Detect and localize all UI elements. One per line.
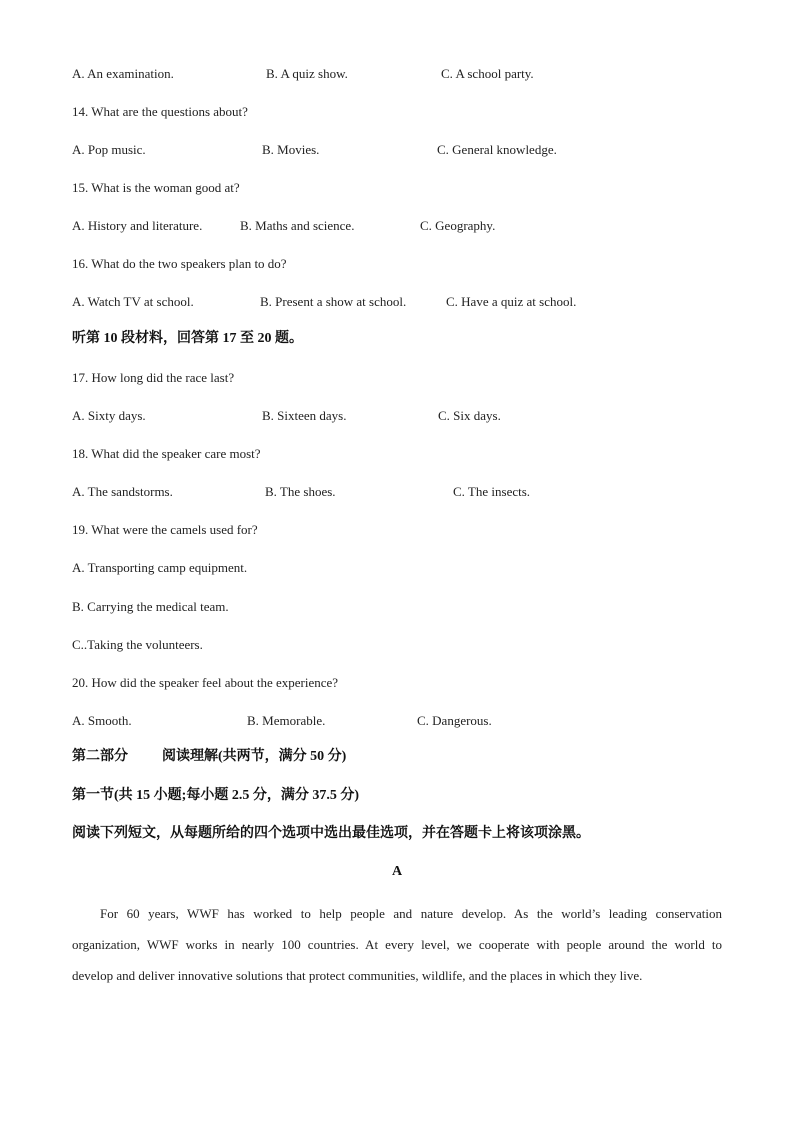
q20-option-a: A. Smooth. [72,713,132,728]
q14-option-c: C. General knowledge. [437,142,557,157]
q19-option-c: C..Taking the volunteers. [72,637,203,652]
passage-line-2: organization, WWF works in nearly 100 countries. At every level, we cooperate with people around the world to [72,937,722,952]
q18-question: 18. What did the speaker care most? [72,446,261,461]
q19-option-b: B. Carrying the medical team. [72,599,229,614]
q13-option-a: A. An examination. [72,66,174,81]
q19-question: 19. What were the camels used for? [72,522,258,537]
q16-option-a: A. Watch TV at school. [72,294,194,309]
q17-option-b: B. Sixteen days. [262,408,347,423]
section10-heading: 听第 10 段材料，回答第 17 至 20 题。 [72,331,303,346]
passage-line-1: For 60 years, WWF has worked to help people and nature develop. As the world’s leading conservation [100,906,722,921]
q14-option-a: A. Pop music. [72,142,146,157]
passage-letter: A [391,864,403,879]
part2-heading [72,749,346,765]
q18-option-b: B. The shoes. [265,484,336,499]
q14-question: 14. What are the questions about? [72,104,248,119]
passage-line-3: develop and deliver innovative solutions that protect communities, wildlife, and the places in which they live. [72,968,643,983]
q13-option-b: B. A quiz show. [266,66,348,81]
q16-option-c: C. Have a quiz at school. [446,294,577,309]
q20-question: 20. How did the speaker feel about the experience? [72,675,339,690]
q19-option-a: A. Transporting camp equipment. [72,560,248,575]
q16-option-b: B. Present a show at school. [260,294,407,309]
q15-option-b: B. Maths and science. [240,218,355,233]
q15-question: 15. What is the woman good at? [72,180,240,195]
q17-option-c: C. Six days. [438,408,501,423]
section1-heading: 第一节(共 15 小题;每小题 2.5 分，满分 37.5 分) [72,788,359,803]
q15-option-a: A. History and literature. [72,218,203,233]
q14-option-b: B. Movies. [262,142,320,157]
q16-question: 16. What do the two speakers plan to do? [72,256,287,271]
reading-instruction: 阅读下列短文，从每题所给的四个选项中选出最佳选项，并在答题卡上将该项涂黑。 [72,826,590,841]
part2-title: 阅读理解(共两节，满分 50 分) [162,749,347,764]
q15-option-c: C. Geography. [420,218,496,233]
passage-a [72,898,722,991]
q18-option-c: C. The insects. [453,484,531,499]
part2-label: 第二部分 [72,749,128,764]
q20-option-b: B. Memorable. [247,713,326,728]
q13-option-c: C. A school party. [441,66,534,81]
q17-question: 17. How long did the race last? [72,370,235,385]
q20-option-c: C. Dangerous. [417,713,492,728]
q17-option-a: A. Sixty days. [72,408,146,423]
q18-option-a: A. The sandstorms. [72,484,173,499]
